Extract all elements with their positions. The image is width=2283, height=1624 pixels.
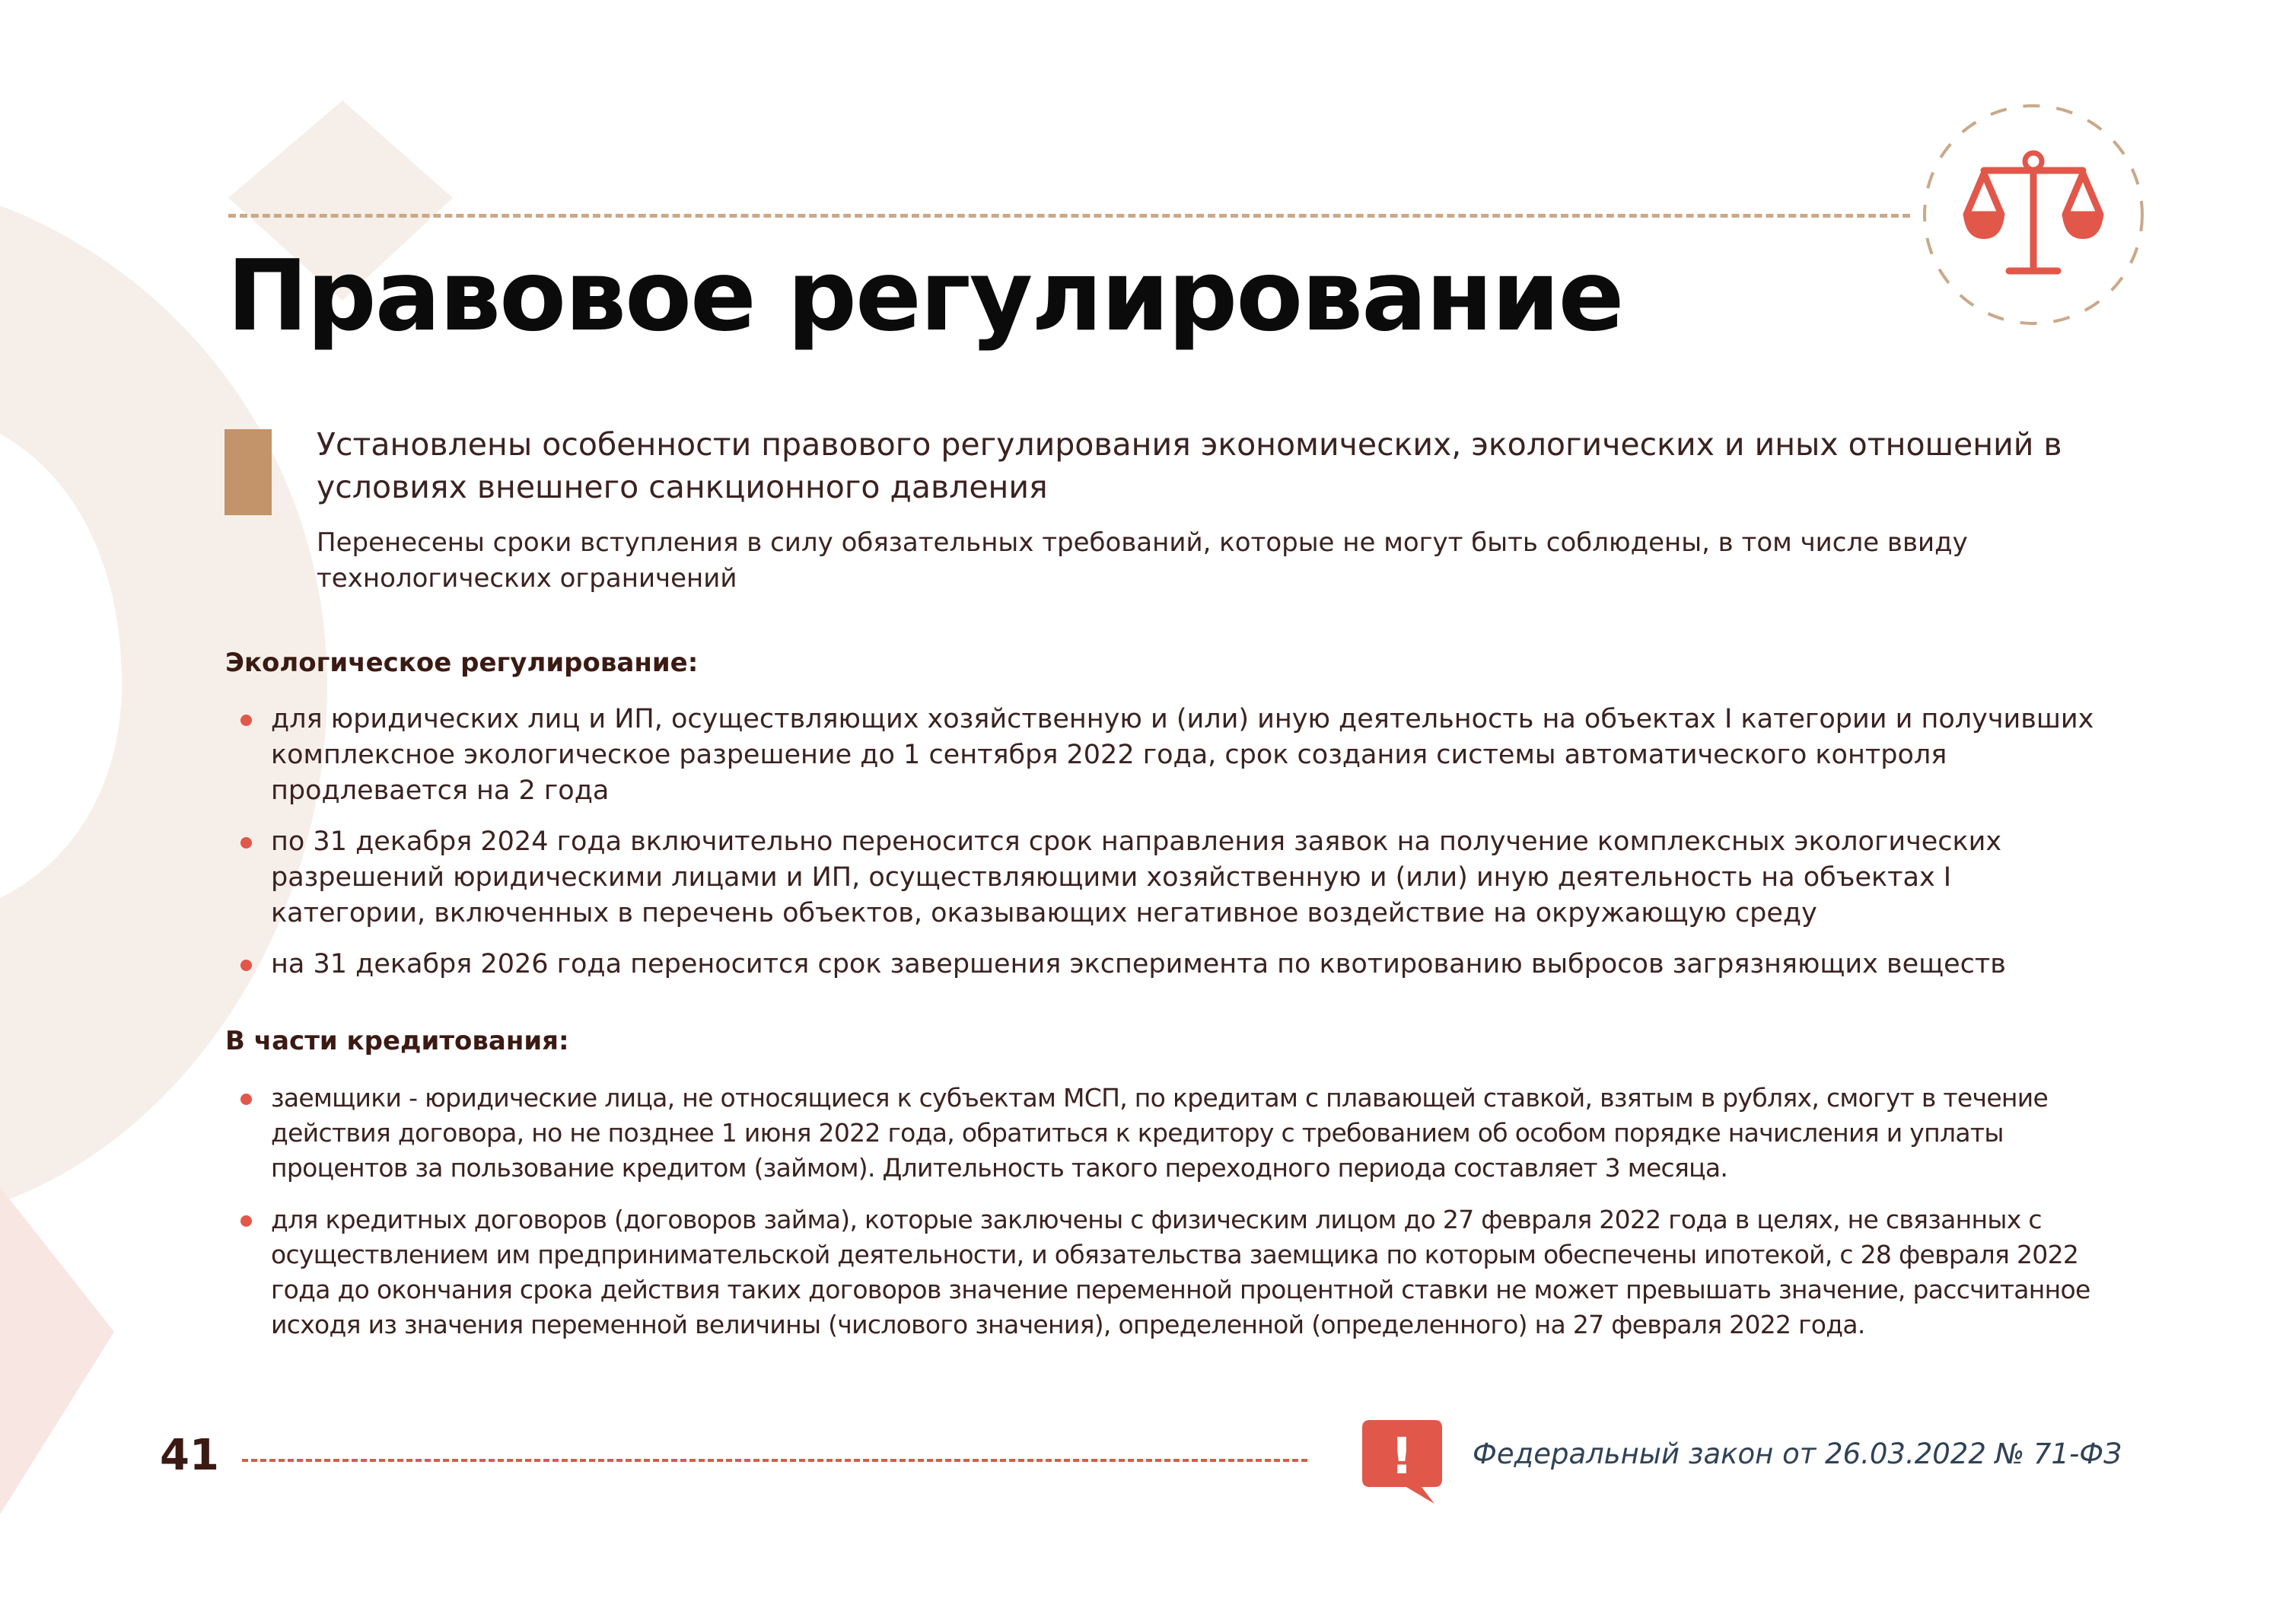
list-item [225,947,2113,982]
credit-list [225,1081,2113,1359]
page-number: 41 [160,1431,219,1480]
law-reference: Федеральный закон от 26.03.2022 № 71-ФЗ [1473,1438,2122,1470]
list-item-text: на 31 декабря 2026 года переносится срок завершения эксперимента по квотированию выбросов загрязняющих веществ [271,949,2006,979]
list-item-text: для кредитных договоров (договоров займа), которые заключены с физическим лицом до 27 февраля 2022 года в целях, не связанных с осуществлением им предпринимательской деятельности, и обязательства заемщика по которым обеспечены ипотекой, с 28 февраля 2022 года до окончания срока действия таких договоров значение переменной процентной ставки не может превышать значение, рассчитанное исходя из значения переменной величины (числового значения), определенной (определенного) на 27 февраля 2022 года. [271,1205,2090,1339]
list-item-text: по 31 декабря 2024 года включительно переносится срок направления заявок на получение комплексных экологических разрешений юридическими лицами и ИП, осуществляющими хозяйственную и (или) иную деятельность на объектах I категории, включенных в перечень объектов, оказывающих негативное воздействие на окружающую среду [271,826,2002,928]
bullet-icon [240,1094,252,1105]
scales-icon [1919,100,2148,329]
eco-list [225,702,2113,998]
credit-section-heading: В части кредитования: [225,1026,569,1056]
bullet-icon [240,715,252,726]
list-item-text: заемщики - юридические лица, не относящиеся к субъектам МСП, по кредитам с плавающей ставкой, взятым в рублях, смогут в течение действия договора, но не позднее 1 июня 2022 года, обратиться к кредитору с требованием об особом порядке начисления и уплаты процентов за пользование кредитом (займом). Длительность такого переходного периода составляет 3 месяца. [271,1083,2049,1183]
alert-speech-bubble-icon [1362,1420,1442,1504]
alert-glyph: ! [1390,1427,1414,1485]
footer-dashed-rule [242,1459,1307,1462]
lead-subparagraph: Перенесены сроки вступления в силу обязательных требований, которые не могут быть соблюдены, в том числе ввиду технологических ограничений [317,527,1968,594]
list-item-text: для юридических лиц и ИП, осуществляющих хозяйственную и (или) иную деятельность на объектах I категории и получивших комплексное экологическое разрешение до 1 сентября 2022 года, срок создания системы автоматического контроля продлевается на 2 года [271,704,2094,806]
list-item [225,1081,2113,1186]
lead-paragraph: Установлены особенности правового регулирования экономических, экологических и иных отношений в условиях внешнего санкционного давления [317,426,2062,505]
top-dashed-rule [228,214,1910,218]
lead-accent-bar [224,429,272,515]
bullet-icon [240,837,252,849]
list-item [225,1202,2113,1342]
eco-section-heading: Экологическое регулирование: [225,648,699,678]
page-title: Правовое регулирование [227,240,1623,353]
bullet-icon [240,1215,252,1227]
bullet-icon [240,960,252,971]
list-item [225,824,2113,931]
list-item [225,702,2113,809]
